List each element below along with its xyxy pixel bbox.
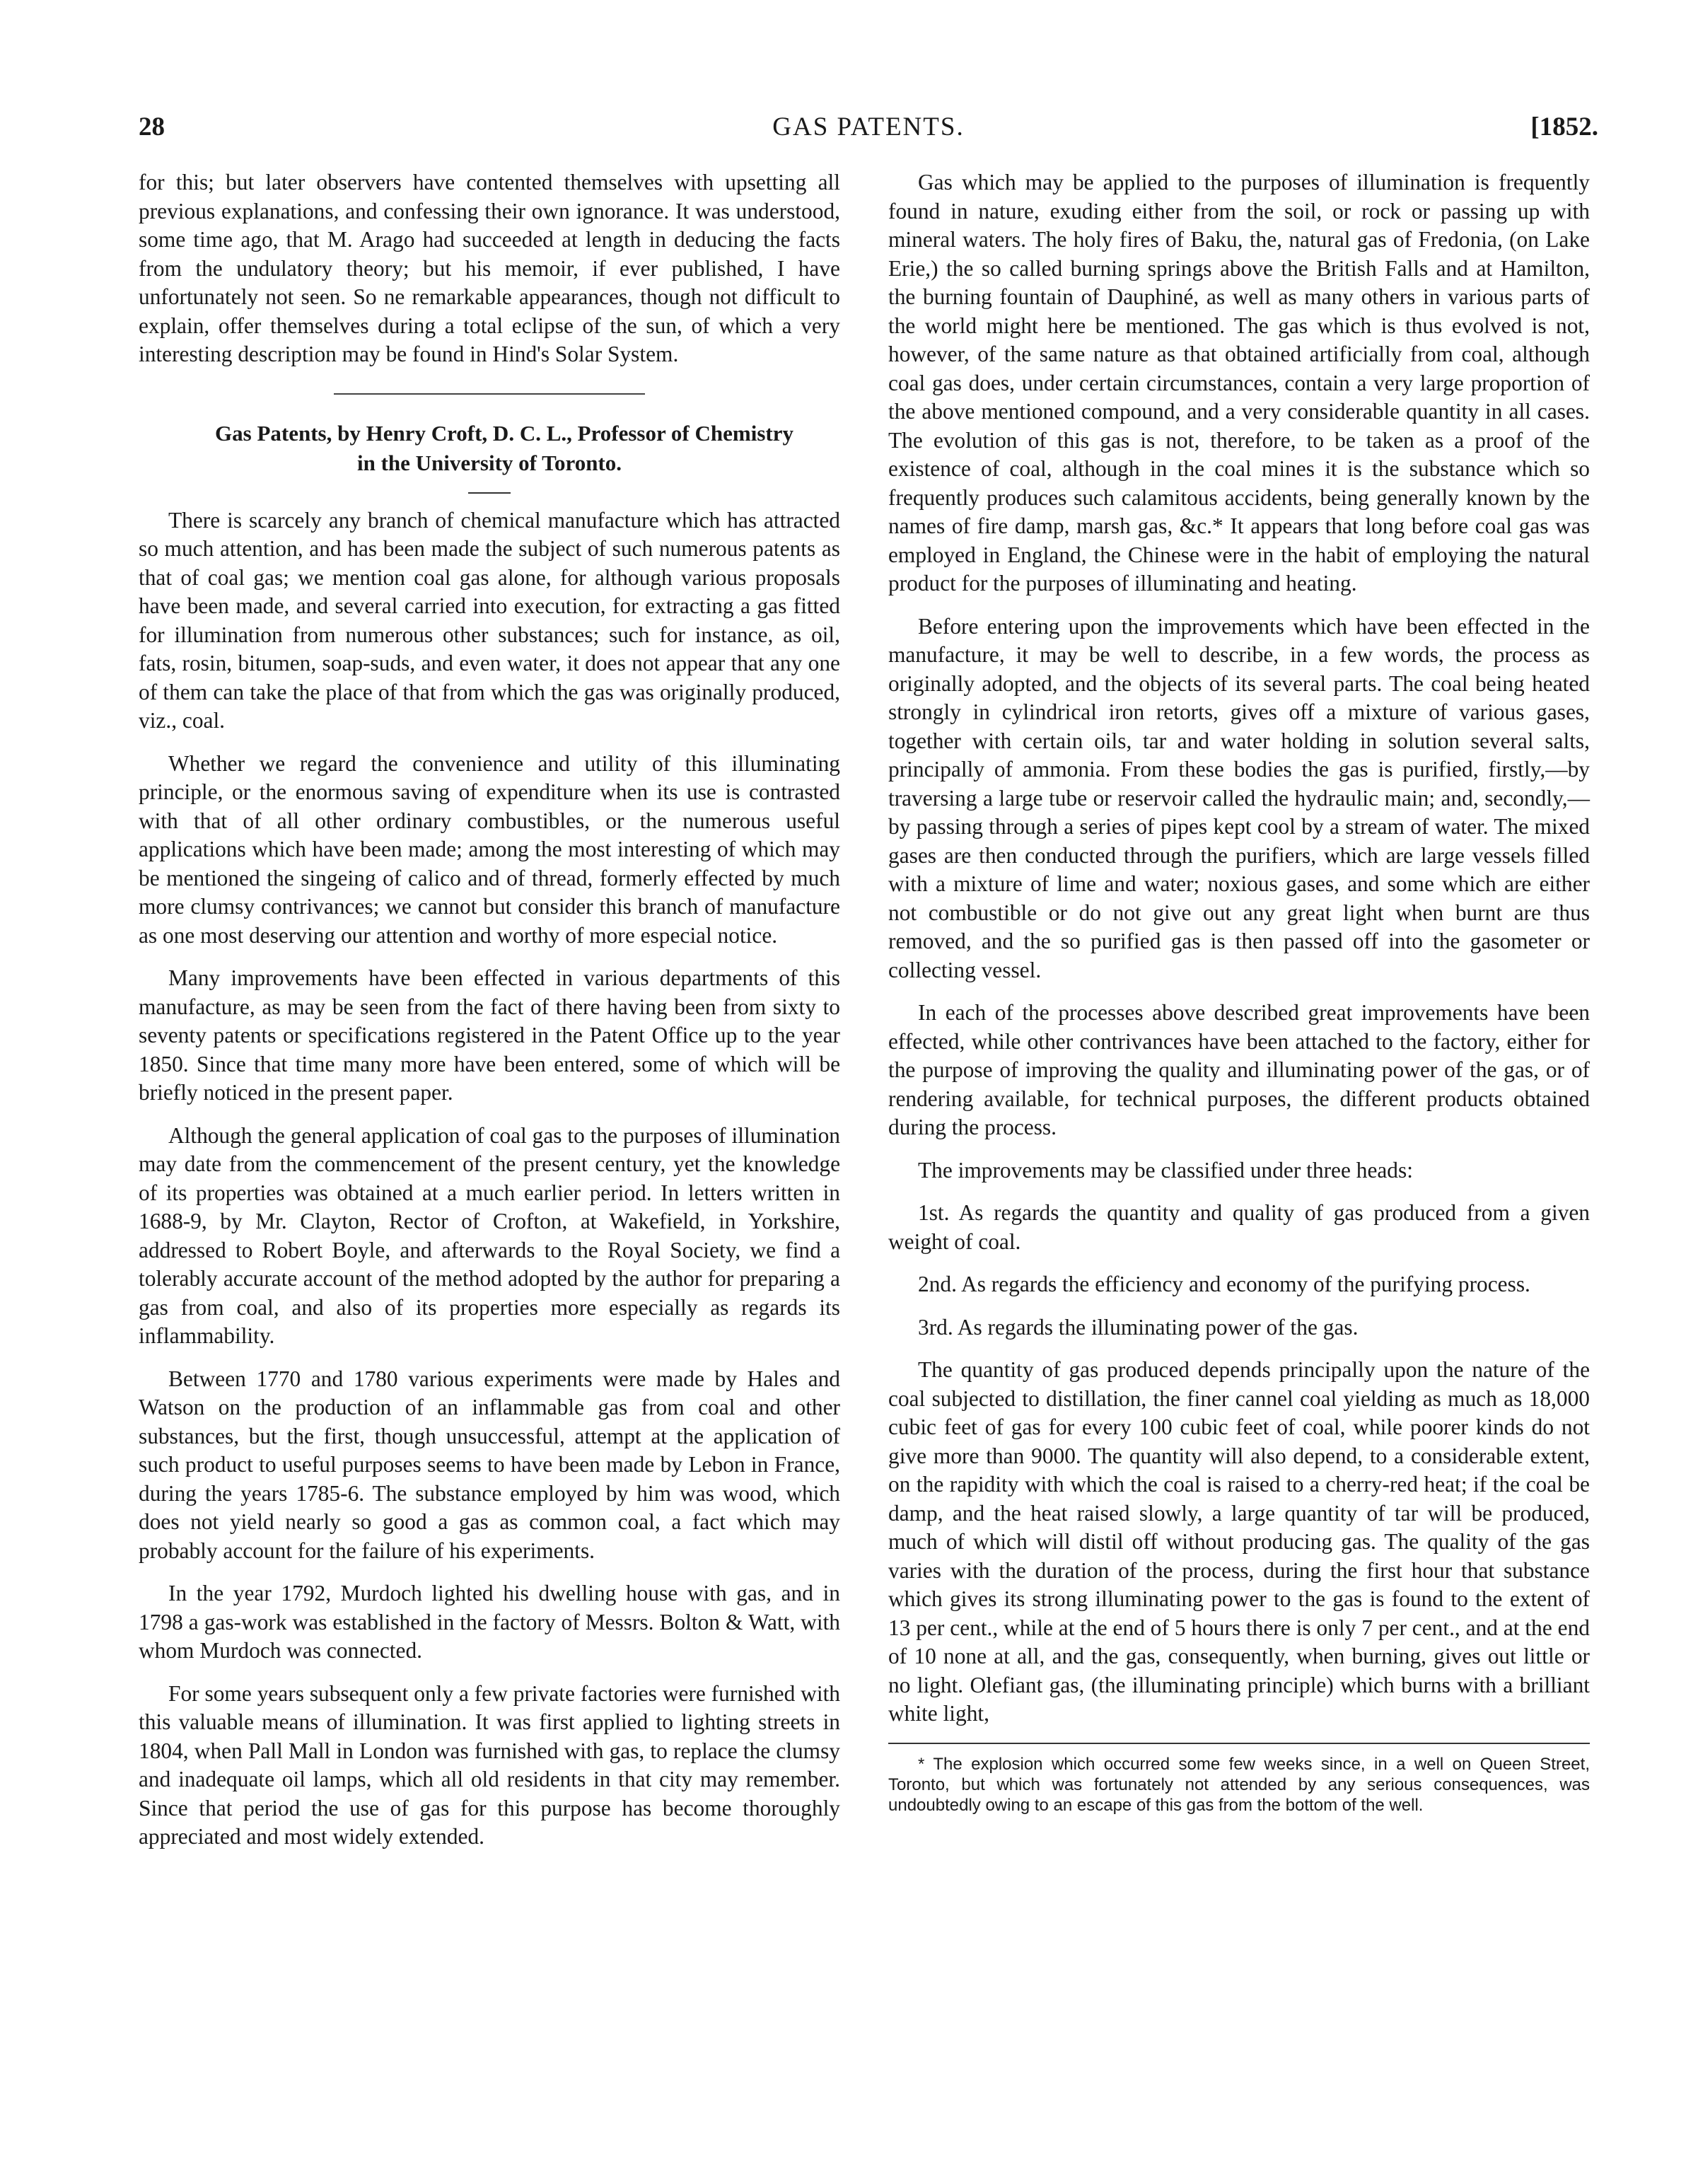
paragraph: Between 1770 and 1780 various experiments were made by Hales and Watson on the production of an inflammable gas from coal and other substances, but the first, though unsuccessful, attempt at the application of such product to useful purposes seems to have been made by Lebon in France, during the years 1785-6. The substance employed by him was wood, which does not yield nearly so good a gas as common coal, a fact which may probably account for the failure of his experiments.	[139, 1366, 840, 1563]
article-heading	[139, 419, 840, 478]
page-number: 28	[139, 112, 165, 141]
left-column	[139, 168, 840, 1866]
paragraph: For some years subsequent only a few private factories were furnished with this valuable means of illumination. It was first applied to lighting streets in 1804, when Pall Mall in London was furnished with gas, to replace the clumsy and inadequate oil lamps, which all old residents in that city may remember. Since that period the use of gas for this purpose has become thoroughly appreciated and most widely extended.	[139, 1680, 840, 1849]
paragraph: In each of the processes above described great improvements have been effected, while other contrivances have been attached to the factory, either for the purpose of improving the quality and illuminating power of the gas, or of rendering available, for technical purposes, the different products obtained during the process.	[888, 1000, 1590, 1139]
right-column	[888, 168, 1590, 1830]
paragraph: The quantity of gas produced depends principally upon the nature of the coal subjected to distillation, the finer cannel coal yielding as much as 18,000 cubic feet of gas for every 100 cubic feet of coal, while poorer kinds do not give more than 9000. The quantity will also depend, to a considerable extent, on the rapidity with which the coal is raised to a cherry-red heat; if the coal be damp, and the heat raised slowly, a large quantity of tar will be produced, much of which will distil off without producing gas. The quality of the gas varies with the duration of the process, during the first hour that substance which gives its strong illuminating power to the gas is found to the extent of 13 per cent., while at the end of 5 hours there is only 7 per cent., and at the end of 10 none at all, and the gas, consequently, when burning, gives out little or no light. Olefiant gas, (the illuminating principle) which burns with a brilliant white light,	[888, 1357, 1590, 1726]
paragraph: The improvements may be classified under three heads:	[918, 1157, 1413, 1183]
footnote: * The explosion which occurred some few weeks since, in a well on Queen Street, Toronto, but which was fortunately not attended by any serious consequences, was undoubtedly owing to an escape of this gas from the bottom of the well.	[888, 1754, 1590, 1815]
paragraph: There is scarcely any branch of chemical manufacture which has attracted so much attention, and has been made the subject of such numerous patents as that of coal gas; we mention coal gas alone, for although various proposals have been made, and several carried into execution, for extracting a gas fitted for illumination from numerous other substances; such for instance, as oil, fats, rosin, bitumen, soap-suds, and even water, it does not appear that any one of them can take the place of that from which the gas was originally produced, viz., coal.	[139, 507, 840, 733]
list-item: 3rd. As regards the illuminating power of the gas.	[918, 1314, 1359, 1340]
running-header	[139, 106, 1598, 149]
paragraph: Whether we regard the convenience and utility of this illuminating principle, or the enormous saving of expenditure when its use is contrasted with that of all other ordinary combustibles, or the numerous useful applications which have been made; among the most interesting of which may be mentioned the singeing of calico and of thread, formerly effected by much more clumsy contrivances; we cannot but consider this branch of manufacture as one most deserving our attention and worthy of more especial notice.	[139, 750, 840, 948]
list-item: 2nd. As regards the efficiency and economy of the purifying process.	[918, 1272, 1530, 1296]
article-heading-line2: in the University of Toronto.	[356, 450, 622, 475]
running-title: GAS PATENTS.	[772, 112, 965, 141]
paragraph: Many improvements have been effected in various departments of this manufacture, as may be seen from the fact of there having been from sixty to seventy patents or specifications registered in the Patent Office up to the year 1850. Since that time many more have been entered, some of which will be briefly noticed in the present paper.	[139, 965, 840, 1105]
section-divider	[334, 393, 645, 395]
heading-rule	[468, 492, 511, 494]
paragraph: Before entering upon the improvements which have been effected in the manufacture, it may be well to describe, in a few words, the process as originally adopted, and the objects of its several parts. The coal being heated strongly in cylindrical iron retorts, gives off a mixture of various gases, together with certain oils, tar and water holding in solution several salts, principally of ammonia. From these bodies the gas is purified, firstly,—by traversing a large tube or reservoir called the hydraulic main; and, secondly,—by passing through a series of pipes kept cool by a stream of water. The mixed gases are then conducted through the purifiers, which are large vessels filled with a mixture of lime and water; noxious gases, and some which are either not combustible or do not give out any great light when burnt are thus removed, and the so purified gas is then passed off into the gasometer or collecting vessel.	[888, 613, 1590, 982]
intro-paragraph: for this; but later observers have contented themselves with upsetting all previous explanations, and confessing their own ignorance. It was understood, some time ago, that M. Arago had succeeded at length in deducing the facts from the undulatory theory; but his memoir, if ever published, I have unfortunately not seen. So ne remarkable appearances, though not difficult to explain, offer themselves during a total eclipse of the sun, of which a very interesting description may be found in Hind's Solar System.	[139, 170, 840, 366]
paragraph: Although the general application of coal gas to the purposes of illumination may date from the commencement of the present century, yet the knowledge of its properties was obtained at a much earlier period. In letters written in 1688-9, by Mr. Clayton, Rector of Crofton, at Wakefield, in Yorkshire, addressed to Robert Boyle, and afterwards to the Royal Society, we find a tolerably accurate account of the method adopted by the author for preparing a gas from coal, and also of its properties more especially as regards its inflammability.	[139, 1122, 840, 1348]
list-item: 1st. As regards the quantity and quality of gas produced from a given weight of coal.	[888, 1200, 1590, 1254]
paragraph: In the year 1792, Murdoch lighted his dwelling house with gas, and in 1798 a gas-work was established in the factory of Messrs. Bolton & Watt, with whom Murdoch was connected.	[139, 1581, 840, 1663]
article-heading-line1: Gas Patents, by Henry Croft, D. C. L., Professor of Chemistry	[215, 420, 793, 446]
footnote-rule	[888, 1743, 1590, 1744]
paragraph: Gas which may be applied to the purposes of illumination is frequently found in nature, exuding either from the soil, or rock or passing up with mineral waters. The holy fires of Baku, the, natural gas of Fredonia, (on Lake Erie,) the so called burning springs above the British Falls and at Hamilton, the burning fountain of Dauphiné, as well as many others in various parts of the world might here be mentioned. The gas which is thus evolved is not, however, of the same nature as that obtained artificially from coal, although coal gas does, under certain circumstances, contain a very large proportion of the above mentioned compound, and a very considerable quantity in all cases. The evolution of this gas is not, therefore, to be taken as a proof of the existence of coal, although in the coal mines it is the substance which so frequently produces such calamitous accidents, being generally known by the names of fire damp, marsh gas, &c.* It appears that long before coal gas was employed in England, the Chinese were in the habit of employing the natural product for the purposes of illuminating and heating.	[888, 170, 1590, 596]
running-year: [1852.	[1530, 112, 1598, 141]
